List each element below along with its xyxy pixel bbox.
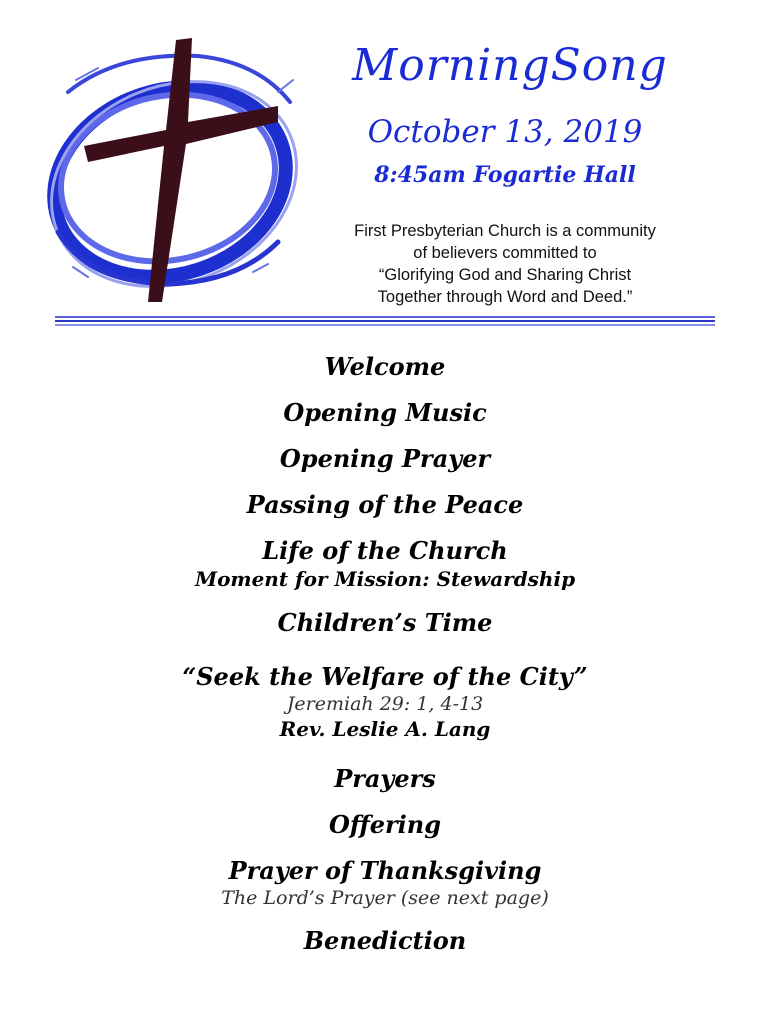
service-date: October 13, 2019 — [367, 114, 643, 150]
service-time-place: 8:45am Fogartie Hall — [374, 162, 636, 188]
order-item-opening-prayer: Opening Prayer — [279, 444, 491, 473]
mission-line: “Glorifying God and Sharing Christ — [378, 266, 632, 284]
mission-line: Together through Word and Deed.” — [377, 288, 633, 306]
order-item-welcome: Welcome — [324, 352, 446, 381]
order-item-life-church: Life of the Church — [262, 536, 508, 565]
order-item-prayer-thanksgiving: Prayer of Thanksgiving — [228, 856, 542, 885]
order-item-passing-peace: Passing of the Peace — [246, 490, 524, 519]
order-of-worship — [0, 352, 770, 956]
order-item-benediction: Benediction — [303, 926, 467, 955]
cross-with-water-circle-icon — [28, 32, 308, 307]
sermon-scripture: Jeremiah 29: 1, 4-13 — [286, 693, 484, 715]
mission-statement — [300, 220, 710, 308]
mission-line: First Presbyterian Church is a community — [354, 222, 656, 240]
mission-line: of believers committed to — [413, 244, 597, 262]
order-item-offering: Offering — [328, 810, 442, 839]
order-item-opening-music: Opening Music — [283, 398, 487, 427]
bulletin-title: MorningSong — [352, 40, 668, 91]
order-item-lords-prayer: The Lord’s Prayer (see next page) — [221, 887, 549, 909]
divider-rule — [55, 316, 715, 328]
sermon-title: “Seek the Welfare of the City” — [182, 662, 588, 691]
sermon-preacher: Rev. Leslie A. Lang — [279, 717, 491, 741]
order-item-childrens-time: Children’s Time — [277, 608, 493, 637]
order-item-moment-mission: Moment for Mission: Stewardship — [194, 567, 576, 591]
order-item-prayers: Prayers — [334, 764, 436, 793]
